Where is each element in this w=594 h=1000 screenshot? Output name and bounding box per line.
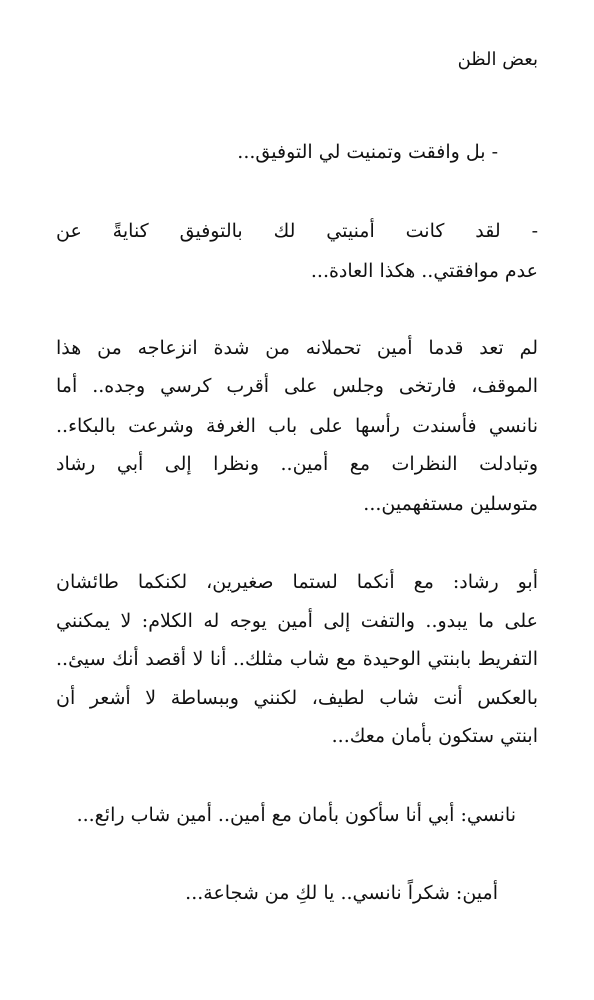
narration-line: نانسي فأسندت رأسها على باب الغرفة وشرعت بالبكاء.. — [56, 415, 538, 437]
narration-line: وتبادلت النظرات مع أمين.. ونظرا إلى أبي رشاد — [56, 453, 538, 475]
narration-line: متوسلين مستفهمين... — [363, 493, 538, 515]
running-header: بعض الظن — [457, 49, 538, 70]
dialogue-line: ابنتي ستكون بأمان معك... — [331, 725, 538, 747]
dialogue-line: نانسي: أبي أنا سأكون بأمان مع أمين.. أمين شاب رائع... — [76, 804, 516, 826]
dialogue-line: على ما يبدو.. والتفت إلى أمين يوجه له الكلام: لا يمكنني — [56, 610, 538, 632]
dialogue-line: أبو رشاد: مع أنكما لستما صغيرين، لكنكما طائشان — [56, 571, 538, 593]
dialogue-line: عدم موافقتي.. هكذا العادة... — [310, 260, 538, 282]
narration-line: لم تعد قدما أمين تحملانه من شدة انزعاجه من هذا — [56, 337, 538, 359]
narration-line: الموقف، فارتخى وجلس على أقرب كرسي وجده.. أما — [56, 375, 538, 397]
dialogue-line: التفريط بابنتي الوحيدة مع شاب مثلك.. أنا لا أقصد أنك سيئ.. — [56, 648, 538, 670]
dialogue-line: بالعكس أنت شاب لطيف، لكنني وببساطة لا أشعر أن — [56, 687, 538, 709]
dialogue-line: - بل وافقت وتمنيت لي التوفيق... — [237, 141, 498, 163]
dialogue-line: - لقد كانت أمنيتي لك بالتوفيق كنايةً عن — [56, 220, 538, 242]
dialogue-line: أمين: شكراً نانسي.. يا لكِ من شجاعة... — [185, 882, 498, 904]
